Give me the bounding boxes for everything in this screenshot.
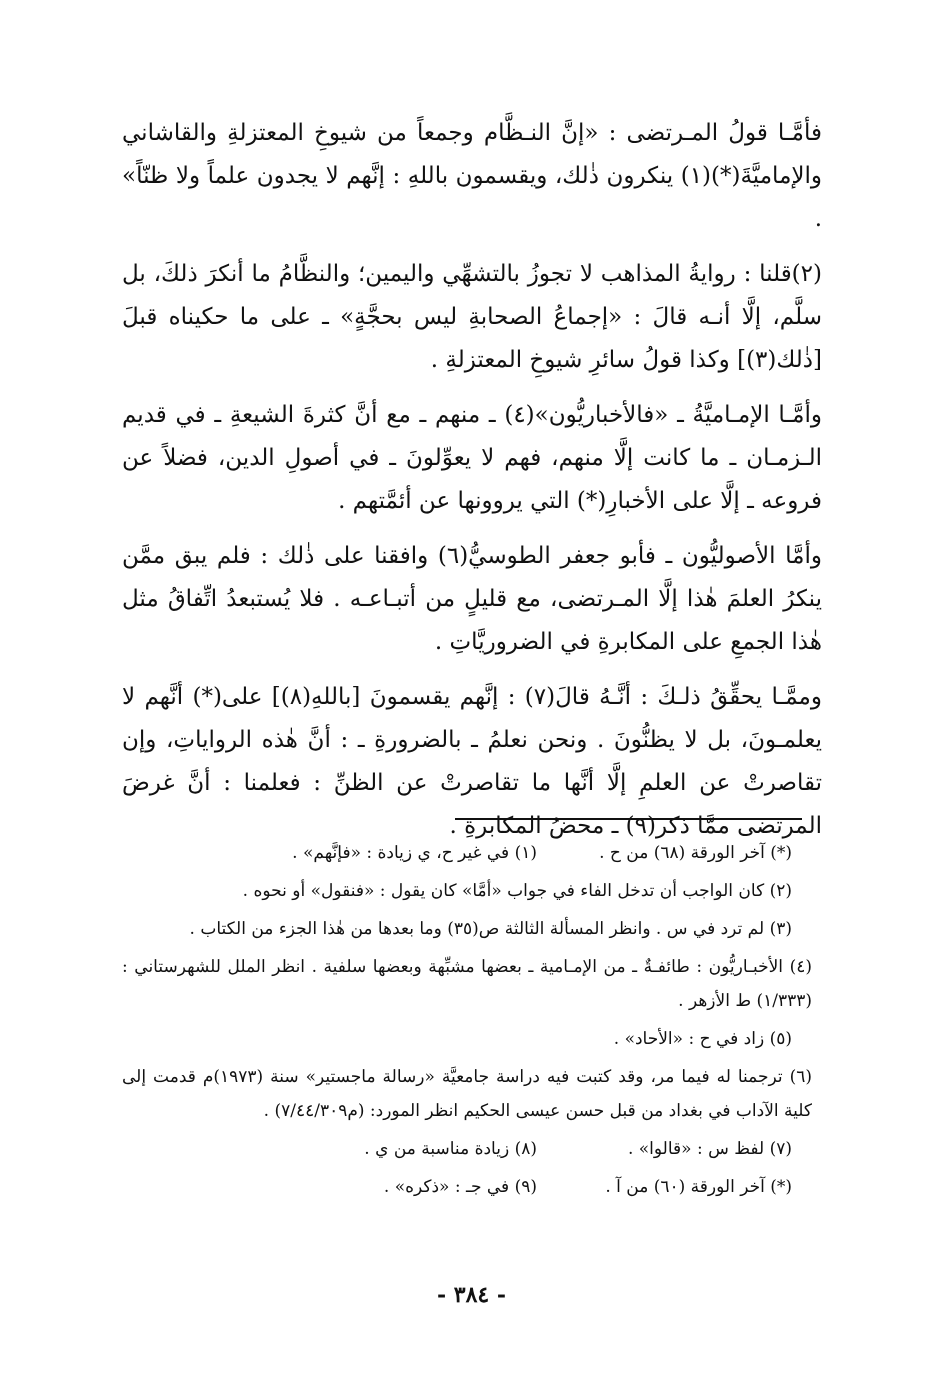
footnote-row	[122, 1170, 812, 1204]
footnotes	[122, 836, 812, 1208]
footnote-row	[122, 836, 812, 870]
paragraph-3: وأمَّـا الإمـاميَّةُ ـ «فالأخباريُّون»(٤) ـ منهم ـ مع أنَّ كثرةَ الشيعةِ ـ في قديم الـزمـان ـ ما كانت إلَّا منهم، فهم لا يعوِّلونَ ـ في أصولِ الدين، فضلاً عن فروعه ـ إلَّا على الأخبارِ(*) التي يروونها عن أئمَّتهم .	[122, 402, 822, 514]
paragraph-1: فأمَّـا قولُ المـرتضى : «إنَّ النـظَّام وجمعاً من شيوخِ المعتزلةِ والقاشاني والإماميَّةَ(*)(١) ينكرون ذٰلك، ويقسمون باللهِ : إنَّهم لا يجدون علماً ولا ظنّاً» .	[122, 120, 822, 232]
footnote-divider	[455, 818, 802, 820]
footnote-8: (٨) زيادة مناسبة من ي .	[364, 1139, 537, 1159]
footnote-row	[122, 1132, 812, 1166]
footnote-4: (٤) الأخبـاريُّون : طائفـةٌ ـ من الإمـامية ـ بعضها مشبِّهة وبعضها سلفية . انظر الملل للشهرستاني : (١/٣٣٣) ط الأزهر .	[122, 957, 812, 1011]
page-number: - ٣٨٤ -	[436, 1282, 507, 1308]
footnote-2: (٢) كان الواجب أن تدخل الفاء في جواب «أمَّا» كان يقول : «فنقول» أو نحوه .	[242, 881, 792, 901]
footnote-9: (٩) في جـ : «ذكره» .	[383, 1177, 537, 1197]
footnote-star-1: (*) آخر الورقة (٦٨) من ح .	[599, 843, 792, 863]
footnote-7: (٧) لفظ س : «قالوا» .	[627, 1139, 792, 1159]
paragraph-2: (٢)قلنا : روايةُ المذاهب لا تجوزُ بالتشهِّي واليمين؛ والنظَّامُ ما أنكرَ ذلكَ، بل سلَّم، إلَّا أنـه قالَ : «إجماعُ الصحابةِ ليس بحجَّةٍ» ـ على ما حكيناه قبلَ [ذٰلك(٣)] وكذا قولُ سائرِ شيوخِ المعتزلةِ .	[122, 261, 822, 373]
footnote-1: (١) في غير ح، ي زيادة : «فإنَّهم» .	[292, 843, 537, 863]
footnote-6: (٦) ترجمنا له فيما مر، وقد كتبت فيه دراسة جامعيَّة «رسالة ماجستير» سنة (١٩٧٣)م قدمت إلى كلية الآداب في بغداد من قبل حسن عيسى الحكيم انظر المورد: (م٧/٤٤/٣٠٩) .	[122, 1067, 812, 1121]
footnote-star-2: (*) آخر الورقة (٦٠) من آ .	[605, 1177, 792, 1197]
footnote-5: (٥) زاد في ح : «الأحاد» .	[613, 1029, 792, 1049]
paragraph-4: وأمَّا الأصوليُّون ـ فأبو جعفر الطوسيُّ(٦) وافقنا على ذٰلك : فلم يبق ممَّن ينكرُ العلمَ هٰذا إلَّا المـرتضى، مع قليلٍ من أتبـاعـه . فلا يُستبعدُ اتِّفاقُ مثل هٰذا الجمعِ على المكابرةِ في الضروريَّاتِ .	[122, 543, 822, 655]
main-text	[122, 112, 822, 860]
footnote-3: (٣) لم ترد في س . وانظر المسألة الثالثة ص(٣٥) وما بعدها من هٰذا الجزء من الكتاب .	[189, 919, 792, 939]
paragraph-5: وممَّـا يحقِّقُ ذلـكَ : أنَّـهُ قالَ(٧) : إنَّهم يقسمونَ [باللهِ(٨)] على(*) أنَّهم لا يعلمـونَ، بل لا يظنُّونَ . ونحن نعلمُ ـ بالضرورةِ ـ : أنَّ هٰذه الرواياتِ، وإن تقاصرتْ عن العلمِ إلَّا أنَّها ما تقاصرتْ عن الظنِّ : فعلمنا : أنَّ غرضَ المرتضى ممَّا ذكر(٩) ـ محضُ المكابرةِ .	[122, 684, 822, 839]
